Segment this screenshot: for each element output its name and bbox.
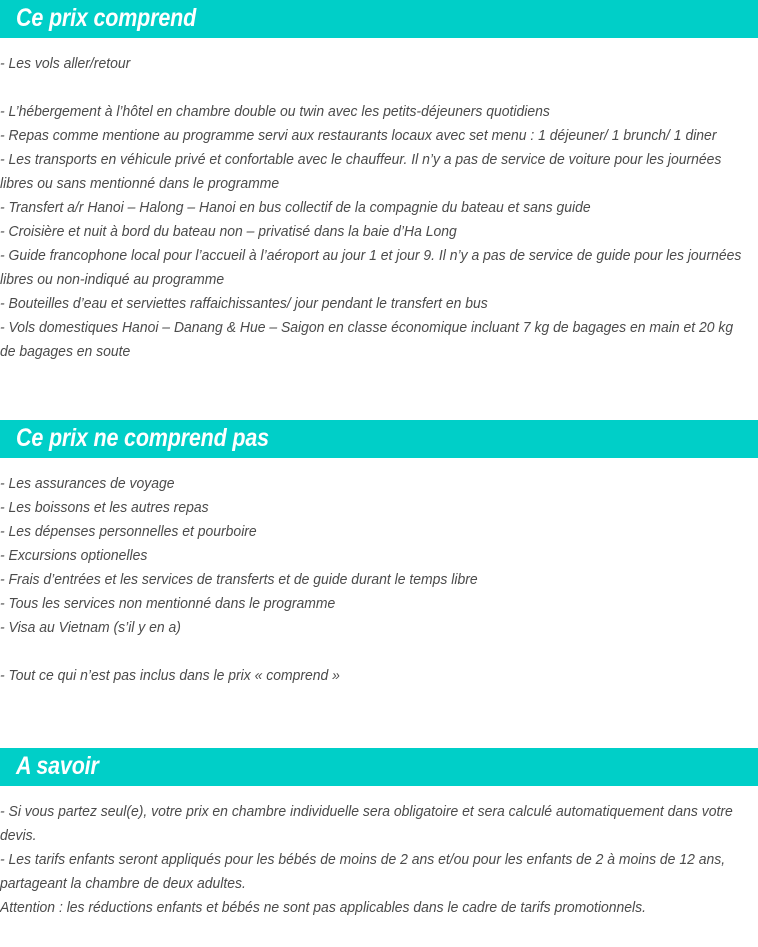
section-not-included (0, 420, 758, 688)
list-item: - Tous les services non mentionné dans le programme (0, 595, 336, 612)
spacer (0, 786, 758, 800)
section-header-not-included (0, 420, 758, 458)
list-item: - Bouteilles d’eau et serviettes raffaichissantes/ jour pendant le transfert en bus (0, 295, 488, 312)
section-header-included (0, 0, 758, 38)
section-included (0, 0, 758, 364)
section-header-to-know (0, 748, 758, 786)
section-body-included (0, 52, 758, 364)
list-item: - Si vous partez seul(e), votre prix en chambre individuelle sera obligatoire et sera calculé automatiquement dans votre devis. (0, 803, 733, 844)
section-title-included: Ce prix comprend (16, 4, 197, 32)
section-body-not-included (0, 472, 758, 688)
section-body-to-know (0, 800, 758, 920)
list-item: - Les assurances de voyage (0, 475, 175, 492)
section-title-to-know: A savoir (16, 752, 99, 780)
list-item: - Tout ce qui n’est pas inclus dans le prix « comprend » (0, 667, 340, 684)
note-line: Attention : les réductions enfants et bébés ne sont pas applicables dans le cadre de tarifs promotionnels. (0, 899, 646, 916)
list-item: - Les vols aller/retour (0, 55, 131, 72)
blank-line (0, 640, 748, 664)
section-to-know (0, 748, 758, 920)
blank-line (0, 76, 748, 100)
list-item: - Les transports en véhicule privé et confortable avec le chauffeur. Il n’y a pas de service de voiture pour les journées libres ou sans mentionné dans le programme (0, 151, 722, 192)
list-item: - Guide francophone local pour l’accueil à l’aéroport au jour 1 et jour 9. Il n’y a pas de service de guide pour les journées libres ou non-indiqué au programme (0, 247, 742, 288)
list-item: - Les dépenses personnelles et pourboire (0, 523, 257, 540)
list-item: - Visa au Vietnam (s’il y en a) (0, 619, 181, 636)
list-item: - Les boissons et les autres repas (0, 499, 209, 516)
list-item: - Vols domestiques Hanoi – Danang & Hue – Saigon en classe économique incluant 7 kg de bagages en main et 20 kg de bagages en soute (0, 319, 734, 360)
spacer (0, 458, 758, 472)
spacer (0, 688, 758, 748)
list-item: - Repas comme mentione au programme servi aux restaurants locaux avec set menu : 1 déjeuner/ 1 brunch/ 1 diner (0, 127, 717, 144)
list-item: - Excursions optionelles (0, 547, 148, 564)
spacer (0, 364, 758, 420)
list-item: - Croisière et nuit à bord du bateau non – privatisé dans la baie d’Ha Long (0, 223, 457, 240)
list-item: - Transfert a/r Hanoi – Halong – Hanoi en bus collectif de la compagnie du bateau et sans guide (0, 199, 591, 216)
list-item: - L’hébergement à l’hôtel en chambre double ou twin avec les petits-déjeuners quotidiens (0, 103, 550, 120)
list-item: - Les tarifs enfants seront appliqués pour les bébés de moins de 2 ans et/ou pour les enfants de 2 à moins de 12 ans, partageant la chambre de deux adultes. (0, 851, 726, 892)
spacer (0, 38, 758, 52)
section-title-not-included: Ce prix ne comprend pas (16, 424, 269, 452)
list-item: - Frais d’entrées et les services de transferts et de guide durant le temps libre (0, 571, 478, 588)
